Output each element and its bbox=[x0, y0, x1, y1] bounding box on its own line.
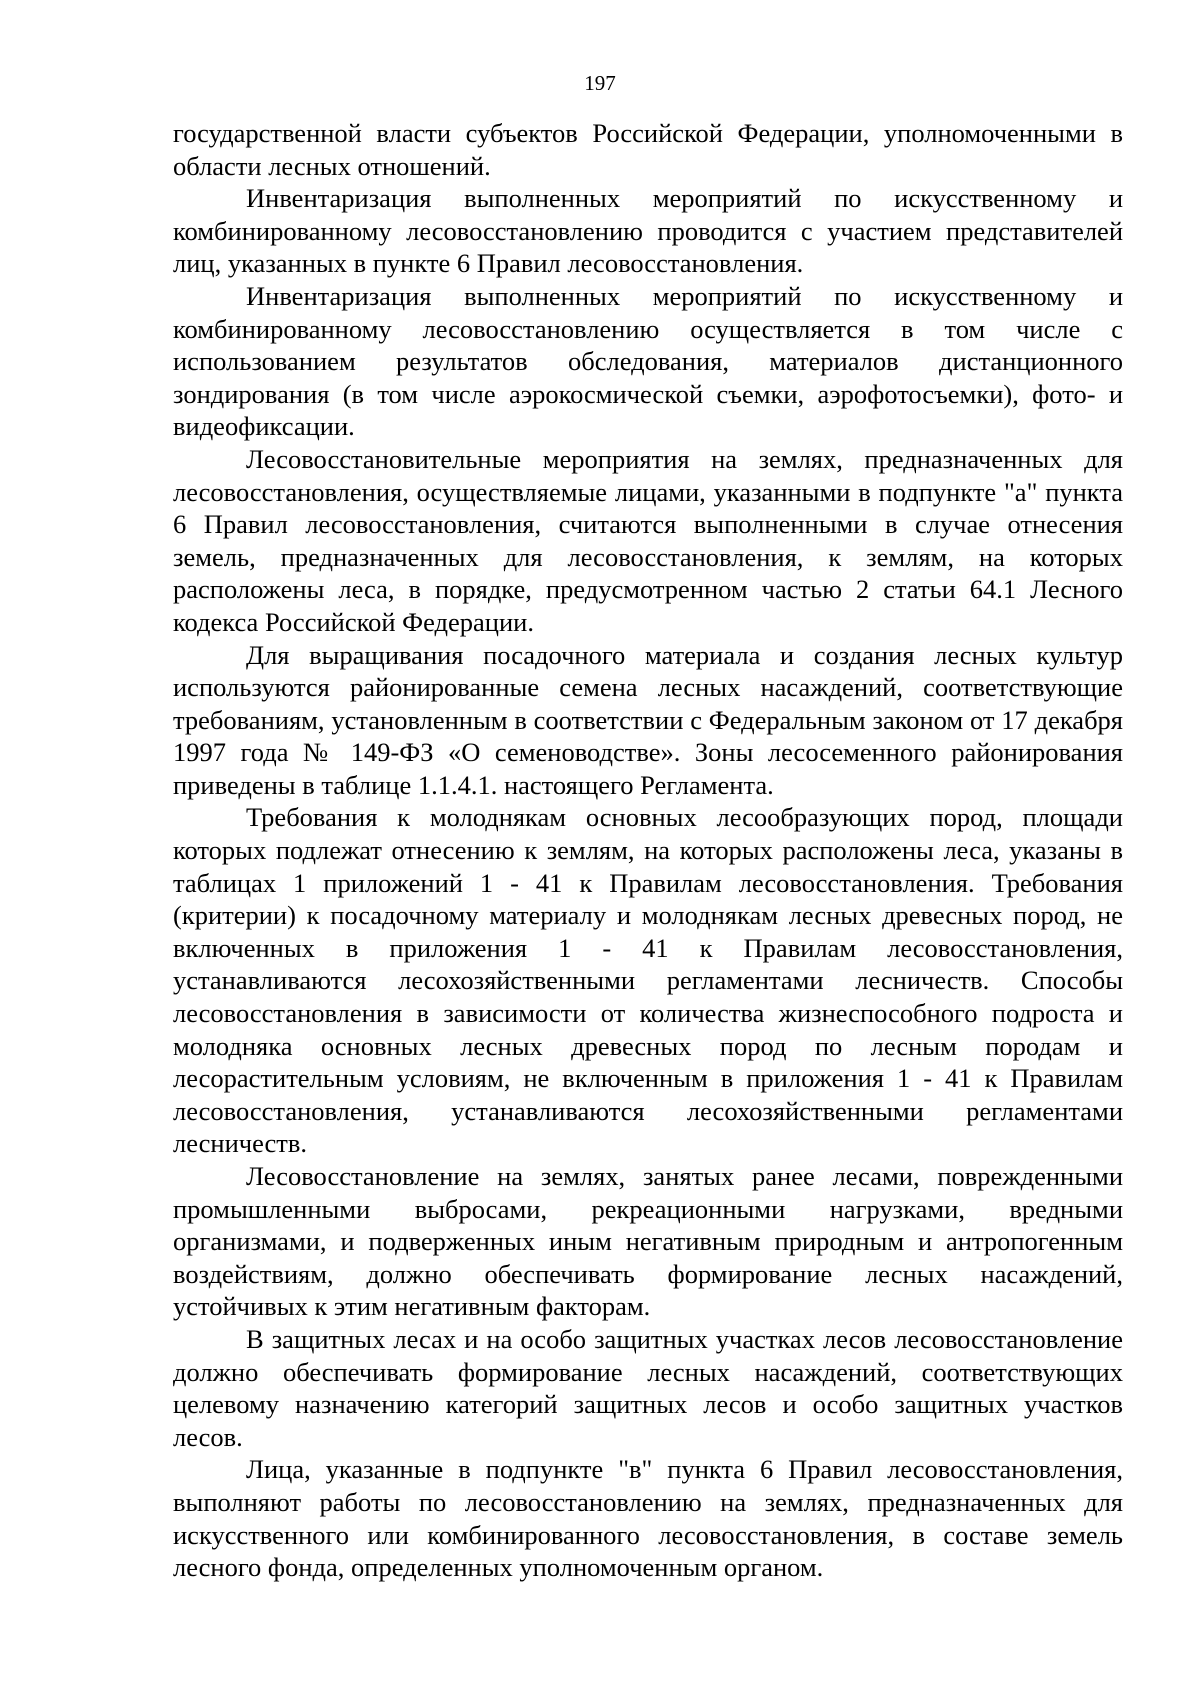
paragraph-seed-zoning: Для выращивания посадочного материала и создания лесных культур используются районированные семена лесных насаждений, соответствующие требованиям, установленным в соответствии с Федеральным законом от 17 декабря 1997 года № 149-ФЗ «О семеноводстве». Зоны лесосеменного районирования приведены в таблице 1.1.4.1. настоящего Регламента. bbox=[173, 639, 1123, 800]
paragraph-continuation: государственной власти субъектов Российской Федерации, уполномоченными в области лесных отношений. bbox=[173, 118, 1123, 181]
paragraph-damaged-forests: Лесовосстановление на землях, занятых ранее лесами, поврежденными промышленными выбросами, рекреационными нагрузками, вредными организмами, и подверженных иным негативным природным и антропогенным воздействиям, должно обеспечивать формирование лесных насаждений, устойчивых к этим негативным факторам. bbox=[173, 1161, 1123, 1322]
paragraph-young-stand-requirements: Требования к молоднякам основных лесообразующих пород, площади которых подлежат отнесению к землям, на которых расположены леса, указаны в таблицах 1 приложений 1 - 41 к Правилам лесовосстановления. Требования (критерии) к посадочному материалу и молоднякам лесных древесных пород, не включенных в приложения 1 - 41 к Правилам лесовосстановления, устанавливаются лесохозяйственными регламентами лесничеств. Способы лесовосстановления в зависимости от количества жизнеспособного подроста и молодняка основных лесных древесных пород по лесным породам и лесорастительным условиям, не включенным в приложения 1 - 41 к Правилам лесовосстановления, устанавливаются лесохозяйственными регламентами лесничеств. bbox=[173, 802, 1123, 1159]
paragraph-persons-subitem-v: Лица, указанные в подпункте "в" пункта 6 Правил лесовосстановления, выполняют работы по лесовосстановлению на землях, предназначенных для искусственного или комбинированного лесовосстановления, в составе земель лесного фонда, определенных уполномоченным органом. bbox=[173, 1454, 1123, 1583]
paragraph-protective-forests: В защитных лесах и на особо защитных участках лесов лесовосстановление должно обеспечивать формирование лесных насаждений, соответствующих целевому назначению категорий защитных лесов и особо защитных участков лесов. bbox=[173, 1323, 1123, 1452]
page-number: 197 bbox=[584, 71, 616, 95]
paragraph-inventory-methods: Инвентаризация выполненных мероприятий по искусственному и комбинированному лесовосстановлению осуществляется в том числе с использованием результатов обследования, материалов дистанционного зондирования (в том числе аэрокосмической съемки, аэрофотосъемки), фото- и видеофиксации. bbox=[173, 280, 1123, 442]
paragraph-reforestation-completion: Лесовосстановительные мероприятия на землях, предназначенных для лесовосстановления, осуществляемые лицами, указанными в подпункте "а" пункта 6 Правил лесовосстановления, считаются выполненными в случае отнесения земель, предназначенных для лесовосстановления, к землям, на которых расположены леса, в порядке, предусмотренном частью 2 статьи 64.1 Лесного кодекса Российской Федерации. bbox=[173, 443, 1123, 637]
document-body bbox=[173, 117, 1123, 1584]
paragraph-inventory-participants: Инвентаризация выполненных мероприятий по искусственному и комбинированному лесовосстановлению проводится с участием представителей лиц, указанных в пункте 6 Правил лесовосстановления. bbox=[173, 183, 1123, 279]
